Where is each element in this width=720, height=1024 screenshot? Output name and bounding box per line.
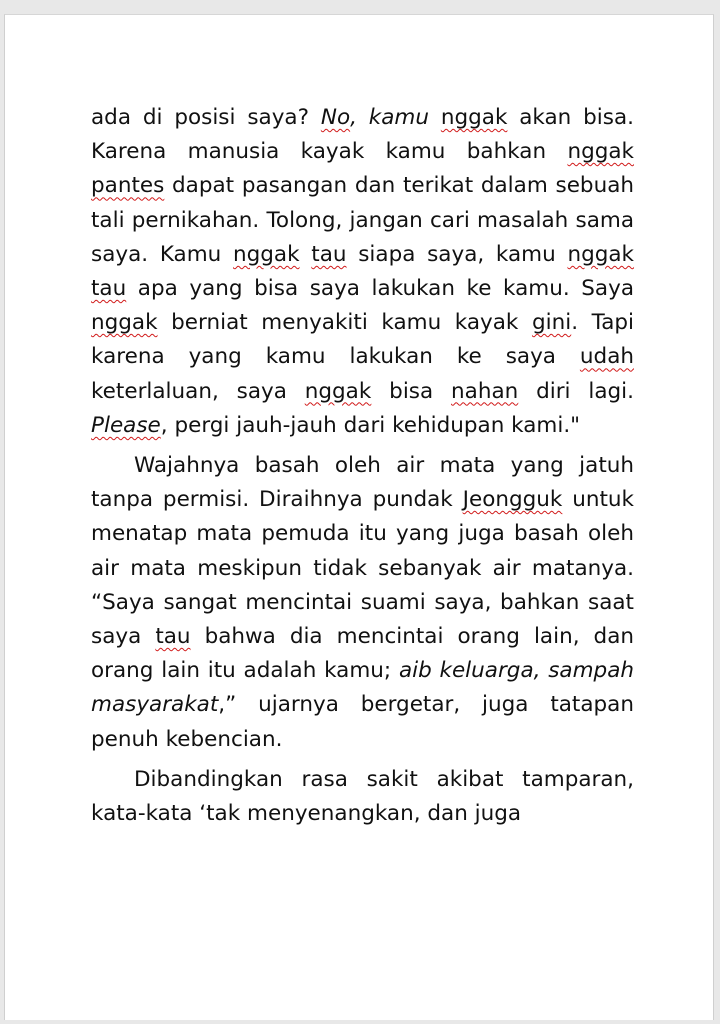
text-run: akan bisa. Karena manusia kayak kamu bahkan xyxy=(91,105,634,165)
text-run: dapat pasangan dan terikat dalam sebuah tali pernikahan. Tolong, jangan cari masalah sama saya. Kamu xyxy=(91,173,634,267)
misspelled-word: nggak xyxy=(304,378,372,404)
misspelled-word: pantes xyxy=(91,173,165,199)
misspelled-word: gini xyxy=(531,310,572,336)
document-page xyxy=(4,14,714,1020)
text-run: Wajahnya basah oleh air mata yang jatuh tanpa permisi. Diraihnya pundak xyxy=(91,453,634,513)
text-run: keterlaluan, saya xyxy=(91,378,305,404)
misspelled-word: nggak xyxy=(91,310,158,336)
misspelled-word: udah xyxy=(579,344,634,370)
misspelled-word: nggak xyxy=(233,241,300,267)
text-run: berniat menyakiti kamu kayak xyxy=(157,310,532,336)
misspelled-word: nggak xyxy=(567,139,634,165)
text-run: bisa xyxy=(371,378,452,404)
misspelled-word: tau xyxy=(311,241,347,267)
paragraph-p1 xyxy=(91,101,634,443)
text-run xyxy=(300,242,312,267)
misspelled-word: Jeongguk xyxy=(462,487,563,513)
misspelled-word: No xyxy=(320,105,351,130)
italic-text: , kamu xyxy=(350,105,441,130)
misspelled-word: tau xyxy=(91,276,127,302)
misspelled-word: nahan xyxy=(451,378,519,404)
misspelled-word: tau xyxy=(155,624,191,650)
text-run: siapa saya, kamu xyxy=(346,241,568,267)
paragraph-p2 xyxy=(91,449,634,757)
italic-text: aib keluarga, sampah masyarakat xyxy=(91,658,634,718)
document-body[interactable] xyxy=(91,101,634,831)
text-run: diri lagi. xyxy=(518,378,634,404)
text-run: apa yang bisa saya lakukan ke kamu. Saya xyxy=(126,276,634,302)
text-run: Dibandingkan rasa sakit akibat tamparan, kata-kata ‘tak menyenangkan, dan juga xyxy=(91,766,634,827)
text-run: ada di posisi saya? xyxy=(91,105,321,130)
misspelled-word: nggak xyxy=(567,241,635,267)
text-run: , pergi jauh-jauh dari kehidupan kami." xyxy=(160,412,581,438)
misspelled-word: nggak xyxy=(440,105,508,130)
text-run: ,” ujarnya bergetar, juga tatapan penuh kebencian. xyxy=(91,692,634,752)
paragraph-p3 xyxy=(91,763,634,831)
text-run: bahwa dia mencintai orang lain, dan orang lain itu adalah kamu; xyxy=(91,624,635,684)
text-run: . Tapi karena yang kamu lakukan ke saya xyxy=(91,310,634,370)
misspelled-word: Please xyxy=(91,412,161,438)
text-run: untuk menatap mata pemuda itu yang juga basah oleh air mata meskipun tidak sebanyak air matanya. “Saya sangat mencintai suami saya, bahkan saat saya xyxy=(91,487,634,650)
